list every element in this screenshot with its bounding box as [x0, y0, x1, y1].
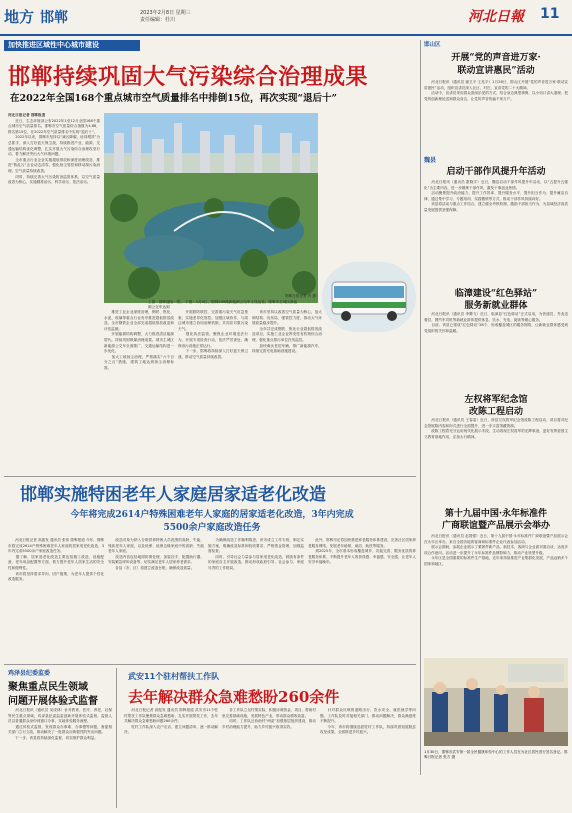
photo-credit: 邯郸日报记者 肖 摄: [284, 294, 316, 298]
bottom-left-headline-2: 问题开展体验式监督: [8, 696, 98, 707]
right-body-2: 河北日报讯（通讯员 霍晓宇）近日，魏县启动干部作风提升年活动，以“五提升五强化”为主要内容，进一步锤炼干部作风，激发干事创业热情。 活动聚焦提升政治能力、提升工作效率、提升服务水平、提升担当作为、提升廉洁自律，通过集中学习、专题培训、实践锻炼等方式，推动干部作风持续向好。 该县将活动与重点工作结合，建立健全考核机制，激励干部担当作为，为县域经济高质量发展提供坚强保障。: [424, 180, 568, 212]
lead-subheadline: 在2022年全国168个重点城市空气质量排名中排倒15位，再次实现“退后十”: [10, 93, 337, 104]
mid-body-col3: 为确保改造工作顺利推进，该市成立工作专班，制定实施方案，明确改造标准和验收要求，严格资金管理，加强监督检查。 同时，引导社会力量参与居家适老化改造，鼓励有条件的家庭自主开展改造，推动形成政府引导、社会参与、家庭尽责的工作格局。: [208, 538, 304, 570]
bottom-left-tag: 鸡泽县纪委监委: [8, 670, 51, 677]
right-photo: [424, 658, 568, 746]
bus-photo: [322, 262, 416, 332]
section-name: 地方 邯郸: [4, 8, 69, 26]
right-body-5: 河北日报讯（通讯员 赵国强）近日，第十九届中国·永年标准件广商联谊暨产品展示会在永年区举办，来自全国各地的客商和标准件企业代表参加活动。 展示会期间，参展企业展示了紧固件新产品、新技术，客商与企业面对面洽谈，达成多项合作意向。活动进一步提升了永年标准件品牌影响力，推动产业转型升级。 永年区是全国重要的标准件生产基地，近年来持续推进产业集群化发展，产品远销多个国家和地区。: [424, 534, 568, 566]
mid-subheadline-line1: 今年将完成2614户特殊困难老年人家庭的居家适老化改造，3年内完成: [70, 510, 354, 520]
mid-body-col1: 河北日报记者 高振发 通讯员 张伟 邯郸报道 今年，邯郸市将完成2614户特殊困难老年人家庭的居家适老化改造，3年内完成5500余户家庭改造任务。 据了解，居家适老化改造主要包括施工改造、设施配备、老年用品配置等方面，着力提升老年人居家生活的安全性和便利性。 该市将坚持需求导向，因户施策，为老年人提供个性化改造服务。: [8, 538, 104, 582]
health-center-photo: [424, 658, 568, 746]
page-header: [0, 0, 572, 36]
right-body-3: 河北日报讯（通讯员 李腾飞）近日，临漳县“红色驿站”正式启用，为快递员、外卖送餐员、网约车司机等新就业群体提供休息、饮水、充电、阅读等暖心服务。 目前，该县已建成“红色驿站”28个，形成覆盖城区的服务网络，让新就业群体感受到党组织的关怀和温暖。: [424, 312, 568, 333]
right-headline-3-line2: 服务新就业群体: [464, 301, 528, 311]
lead-body-col2: 推进工业企业深度治理，钢铁、焦化、水泥、玻璃等重点行业有序推进超低排放改造，全市钢铁企业全部完成超低排放改造和评估监测。 开展能源结构调整，大力推进清洁能源替代，持续巩固散煤治理成果。城市主城区新能源公交车全面推广，交通运输结构进一步优化。 加大工地扬尘治理，严格落实“六个百分之百”措施，建筑工地达到扬尘治理标准。: [104, 310, 174, 370]
bottom-left-body: 河北日报讯（通讯员 吴成林）针对教育、医疗、养老、社保等民生重点领域，鸡泽县纪委监委创新开展体验式监督，监督人员以普通群众身份到窗口办事，实地体验服务流程。 通过体验式监督，发现群众办事难、办事慢等问题，督促相关部门立行立改，推动解决了一批群众反映强烈的突出问题。 下一步，该县将持续深化监督，切实维护群众利益。: [8, 708, 112, 740]
right-headline-5-line1: 第十九届中国·永年标准件: [444, 509, 548, 519]
right-body-1: 河北日报讯（通讯员 谢卫平 王兆平）1月28日，邯山区开展“党的声音进万家·联动宣讲惠民”活动，组织宣讲员深入社区、村庄，宣讲党的二十大精神。 活动中，宣讲员采用群众喜闻乐见的方式，结合身边典型事例，以小切口讲大道理，把党的创新理论送到群众身边，让党的声音传遍千家万户。: [424, 80, 568, 101]
lead-body-col1: 河北日报记者 邯郸报道 近日，生态环境部公布2022年1至12月全国168个重点城市空气质量排名。邯郸市空气质量综合指数为4.88，排名第15位，在2022年空气质量排名中实现“退后十”。 2022年以来，邯郸市坚持以“减污降碳、协同增效”为总抓手，深入打好蓝天保卫战，持续推进产业、能源、交通运输结构优化调整，扎实开展大气污染综合治理攻坚行动，着力解决突出大气环境问题。 全市重点行业企业实施超低排放和深度治理改造，推进“散乱污”企业动态清零，强化扬尘管控和移动源污染治理，空气质量持续改善。 同时，持续完善大气污染防治监管体系，以空气质量改善为核心，实施精准治污、科学治污、依法治污。: [8, 113, 100, 185]
right-headline-3-line1: 临漳建设“红色驿站”: [454, 289, 538, 299]
mid-body-col4: 此外，邯郸市还将加快推进养老服务体系建设，完善社区居家养老服务网络，发展老年助餐、助浴、助医等服务。 到2025年，全市基本形成覆盖城乡、功能完善、服务优质的养老服务体系，不断提升老年人的获得感、幸福感、安全感，让老年人安享幸福晚年。: [308, 538, 416, 565]
right-photo-caption: 1月30日，邯郸市武安第一届全民健康体验中心的工作人员在为社区居民进行签名登记。邯郸日报记者 张方 摄: [424, 750, 568, 760]
lead-photo: [104, 113, 318, 303]
lead-body-col4: 该市坚持以改善空气质量为核心，加大调结构、优布局、强管控力度，推动大气环境质量稳步提升。 全年共完成钢铁、焦化行业超低排放改造项目，实施工业企业挥发性有机物综合治理，强化重点排污单位在线监控。 加快淘汰老旧车辆，推广新能源汽车，持续完善充电基础设施建设。: [252, 310, 322, 354]
lead-headline: 邯郸持续巩固大气污染综合治理成果: [8, 64, 369, 90]
right-tag-weixian: 魏县: [424, 157, 437, 164]
bus-illustration: [322, 262, 416, 332]
bottom-body-col3: 针对群众反映的道路出行、饮水安全、就医就学等问题，工作队及时对接相关部门，推动问题解决，群众满意度不断提升。 今年，该市将继续选派驻村工作队，持续巩固拓展脱贫攻坚成果，全面推进乡村振兴。: [320, 708, 416, 735]
page-number: 11: [540, 6, 560, 22]
right-headline-1-line1: 开展“党的声音进万家·: [451, 53, 541, 63]
bottom-body-col1: 河北日报记者 高振发 通讯员 邯郸报道 武安市11个驻村帮扶工作队聚焦群众急难愁盼，扎实开展帮扶工作，去年共解决群众急难愁盼问题260余件。 驻村工作队深入农户走访，建立问题清单，逐一推动解决。: [124, 708, 218, 735]
bottom-left-headline-1: 聚焦重点民生领域: [8, 682, 88, 693]
mid-subheadline-line2: 5500余户家庭改造任务: [163, 523, 261, 533]
section-banner: 加快推进区域性中心城市建设: [4, 40, 140, 51]
right-headline-2: 启动干部作风提升年活动: [446, 167, 546, 177]
right-headline-5-line2: 广商联谊暨产品展示会举办: [441, 521, 550, 531]
bottom-kicker: 武安11个驻村帮扶工作队: [128, 672, 220, 681]
bottom-headline: 去年解决群众急难愁盼260余件: [128, 688, 340, 706]
mid-headline: 邯郸实施特困老年人家庭居家适老化改造: [20, 485, 326, 505]
lead-photo-caption: 上图：邯郸滏阳一景。 下图：1月3日，邯郸239路新能源公交车上线运营。邯郸市主城区新能源公交车达到: [148, 300, 298, 310]
bottom-body-col2: 各工作队立足村情实际，积极协调资金、项目，帮助村里完善基础设施，发展特色产业，带动群众增收致富。 同时，工作队还协助村“两委”加强基层组织建设，推动乡村治理能力提升，助力乡村振兴取得实效。: [222, 708, 316, 729]
byline: 河北日报记者 邯郸报道: [8, 113, 46, 117]
column-tag: 邯山区: [424, 42, 441, 48]
city-park-photo: [104, 113, 318, 303]
newspaper-logo: 河北日報: [468, 9, 524, 25]
right-headline-1-line2: 联动宣讲惠民”活动: [457, 66, 535, 76]
right-headline-4-line2: 改陈工程启动: [468, 407, 523, 417]
right-body-4: 河北日报讯（通讯员 王春雷）近日，涉县左权将军纪念馆改陈工程启动，项目将对纪念馆展陈内容和形式进行全面提升，进一步丰富馆藏资源。 改陈工程将充分运用现代化展示手段，生动再现左权将军的光辉事迹，更好发挥爱国主义教育基地作用，弘扬太行精神。: [424, 418, 568, 439]
dateline: 2023年2月8日 星期三 责任编辑：杜川: [140, 10, 191, 23]
mid-body-col2: 改造对象为纳入分散供养特困人员范围的高龄、失能、残疾老年人家庭，以及低保、低保边缘家庭中的高龄、失能老年人家庭。 改造内容包括地面防滑处理、加装扶手、配置助行器、安装紧急呼叫设备等，切实满足老年人居家养老需求。 各县（市、区）将建立改造台账，确保改造质量。: [108, 538, 204, 570]
right-headline-4-line1: 左权将军纪念馆: [464, 395, 528, 405]
lead-body-col3: 开展联防联控，完善重污染天气应急预案，实施差异化管控。加强区域协作，与周边城市建立协同治理机制，共同应对重污染天气。 强化执法监管，聚焦企业环境违法行为，开展专项检查行动，依法严厉查处，确保治污设施正常运行。 下一步，邯郸将持续深入打好蓝天保卫战，推动空气质量持续改善。: [178, 310, 248, 359]
